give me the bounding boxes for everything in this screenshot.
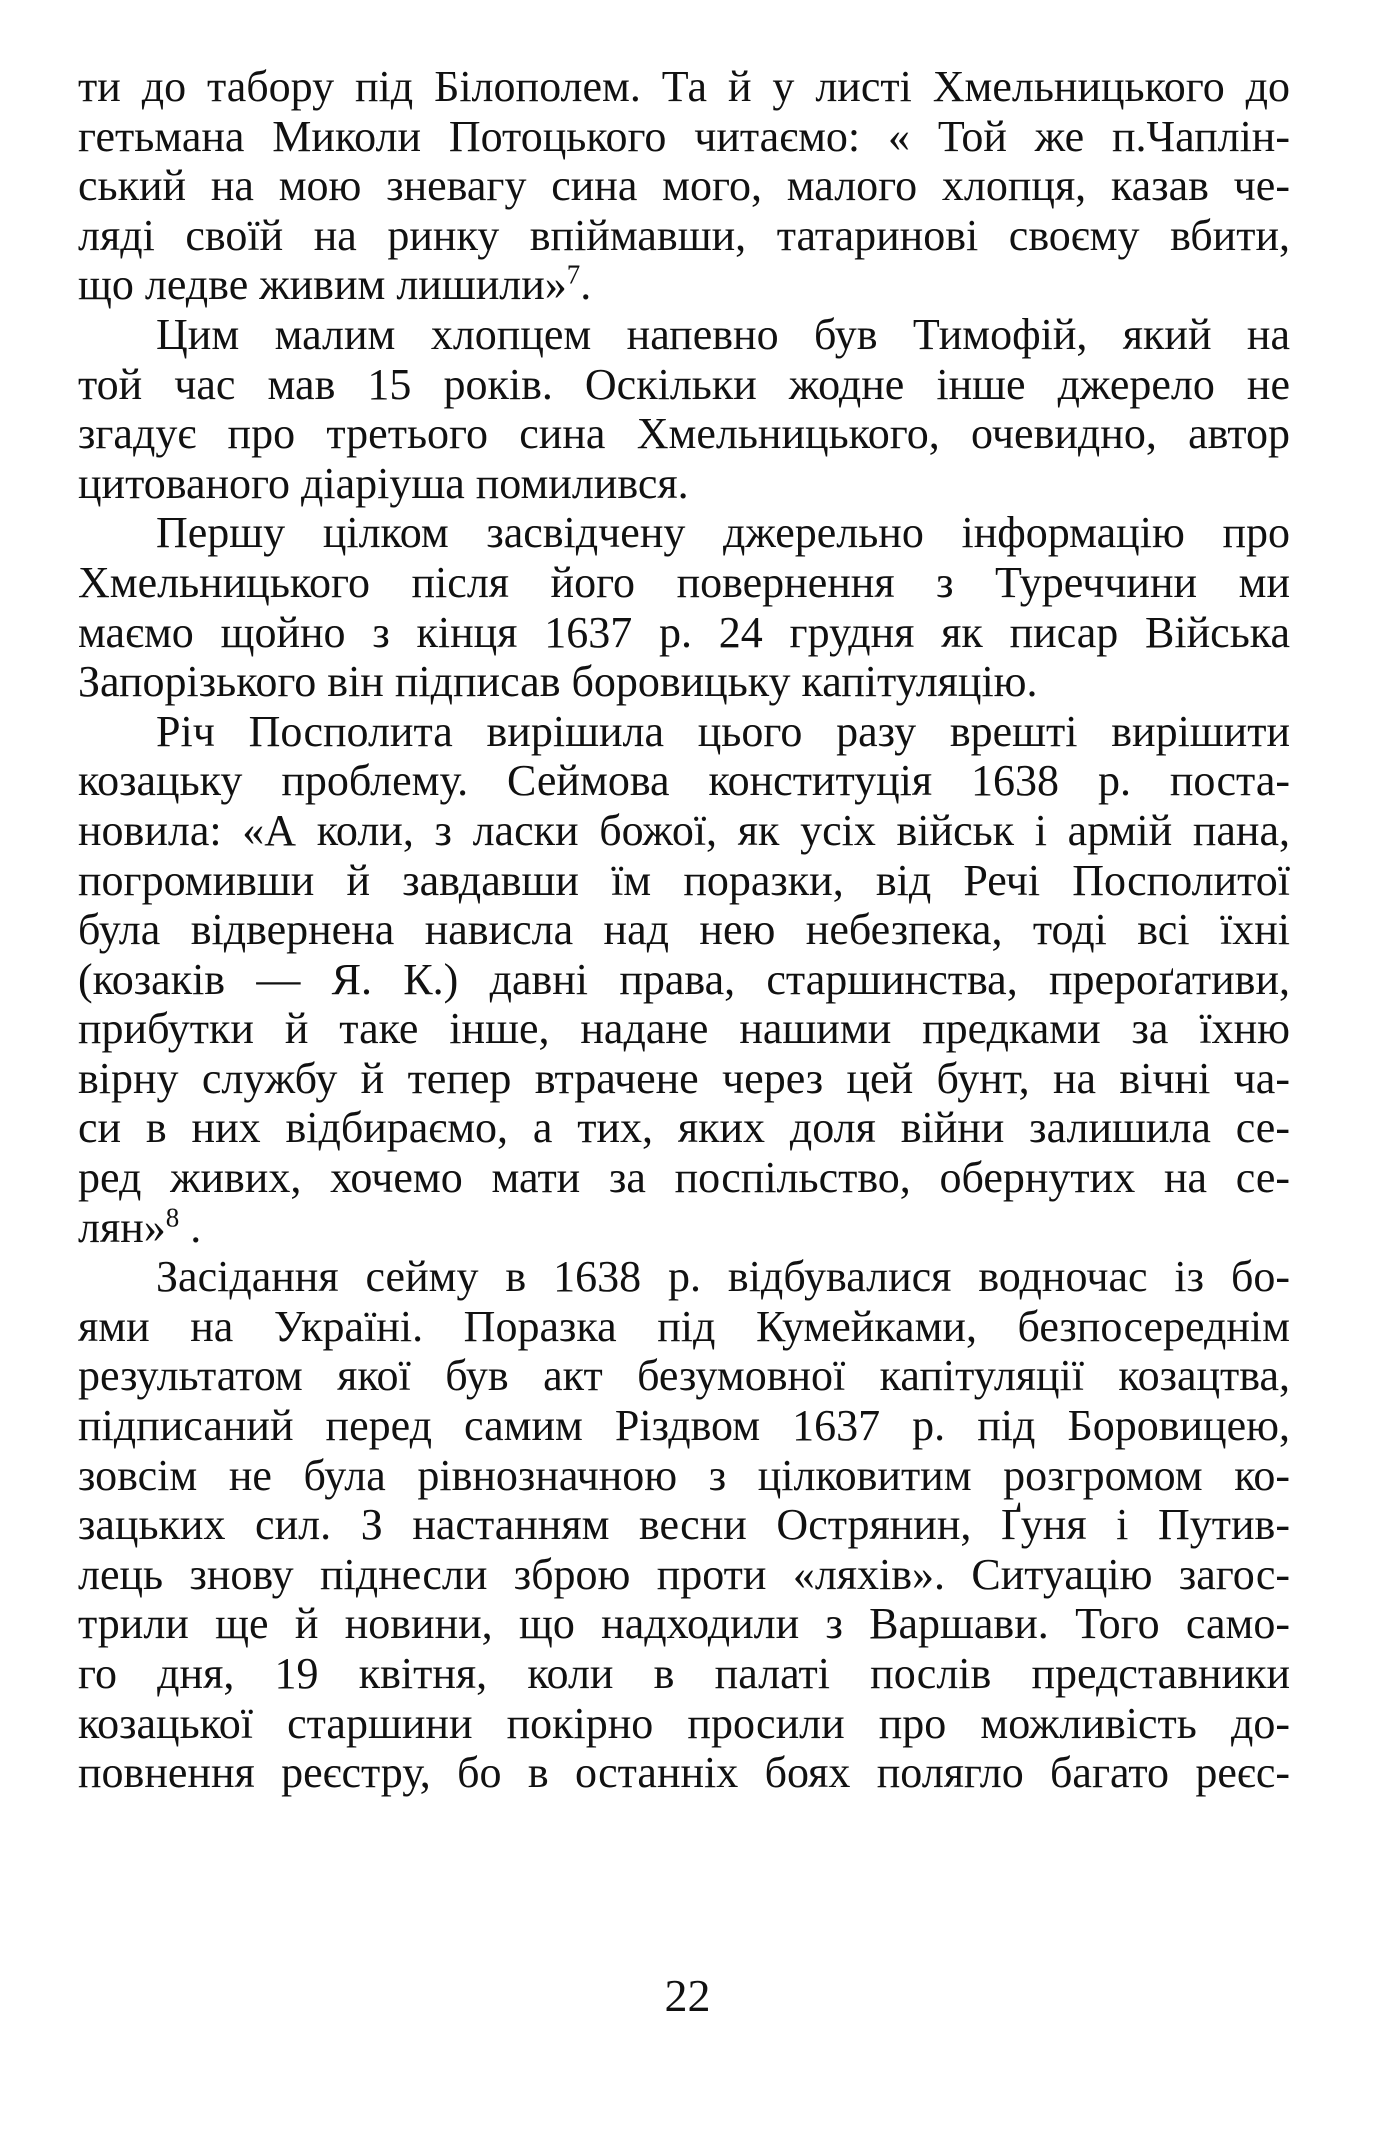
text-line: зовсім не була рівнозначною з цілковитим розгромом ко- [78,1450,1290,1500]
text-line: гетьмана Миколи Потоцького читаємо: « Той же п.Чаплін- [78,111,1290,161]
text-line: козацької старшини покірно просили про можливість до- [78,1698,1290,1748]
text-line: Цим малим хлопцем напевно був Тимофій, який на [156,309,1290,359]
text-line: була відвернена нависла над нею небезпека, тоді всі їхні [78,905,1290,955]
line-tail: . [179,1202,202,1252]
text-line: цитованого діаріуша помилився. [78,458,689,508]
text-line: трили ще й новини, що надходили з Варшави. Того само- [78,1599,1290,1649]
text-line: той час мав 15 років. Оскільки жодне інше джерело не [78,359,1290,409]
text-line: го дня, 19 квітня, коли в палаті послів представники [78,1649,1290,1698]
text-line [78,260,1290,310]
text-line: лець знову піднесли зброю проти «ляхів». Ситуацію загос- [78,1549,1290,1599]
text-line: підписаний перед самим Різдвом 1637 р. під Боровицею, [78,1401,1290,1451]
text-line: згадує про третього сина Хмельницького, очевидно, автор [78,409,1290,459]
text-line: повнення реєстру, бо в останніх боях полягло багато реєс- [78,1748,1290,1798]
text-line: результатом якої був акт безумовної капітуляції козацтва, [78,1351,1290,1401]
text-line: ти до табору під Білополем. Та й у листі Хмельницького до [78,62,1290,111]
text-line: Хмельницького після його повернення з Туреччини ми [78,557,1290,607]
text-line: (козаків — Я. К.) давні права, старшинства, прероґативи, [78,954,1290,1004]
line-text: що ледве живим лишили» [78,260,567,310]
page-number: 22 [664,1970,711,2021]
text-line: ред живих, хочемо мати за поспільство, обернутих на се- [78,1153,1290,1203]
paragraph [78,1252,1290,1798]
text-line: Запорізького він підписав боровицьку капітуляцію. [78,657,1038,707]
text-line: новила: «А коли, з ласки божої, як усіх військ і армій пана, [78,805,1290,855]
paragraph [78,310,1290,508]
text-line: вірну службу й тепер втрачене через цей бунт, на вічні ча- [78,1053,1290,1103]
text-line: Першу цілком засвідчену джерельно інформацію про [156,508,1290,558]
line-tail: . [580,260,592,310]
text-line: зацьких сил. З настанням весни Острянин, Ґуня і Путив- [78,1500,1290,1550]
text-line: Засідання сейму в 1638 р. відбувалися водночас із бо- [156,1252,1290,1302]
text-line: маємо щойно з кінця 1637 р. 24 грудня як писар Війська [78,607,1290,657]
text-line: ляді своїй на ринку впіймавши, татаринові своєму вбити, [78,210,1290,260]
text-line: Річ Посполита вирішила цього разу врешті вирішити [156,706,1290,756]
paragraph [78,508,1290,706]
text-line [78,1203,1290,1253]
paragraph [78,62,1290,310]
text-line: козацьку проблему. Сеймова конституція 1638 р. поста- [78,756,1290,806]
text-line: погромивши й завдавши їм поразки, від Речі Посполитої [78,855,1290,905]
text-line: ський на мою зневагу сина мого, малого хлопця, казав че- [78,161,1290,211]
paragraph [78,707,1290,1253]
page-text [78,62,1290,1798]
footnote-marker: 7 [566,259,581,290]
line-text: лян» [78,1202,166,1252]
text-line: ями на Україні. Поразка під Кумейками, безпосереднім [78,1301,1290,1351]
footnote-marker: 8 [165,1202,180,1232]
text-line: прибутки й таке інше, надане нашими предками за їхню [78,1004,1290,1054]
text-line: си в них відбираємо, а тих, яких доля війни залишила се- [78,1103,1290,1153]
